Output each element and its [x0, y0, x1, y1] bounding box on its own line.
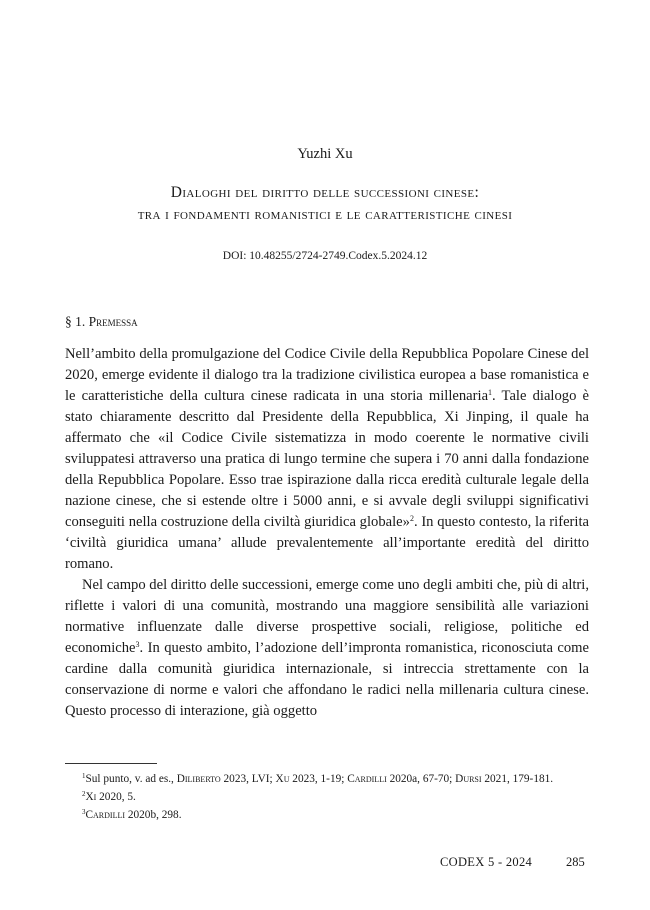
running-footer: CODEX 5 - 2024	[440, 855, 533, 869]
body-text	[65, 344, 589, 722]
footnote-separator	[65, 763, 157, 764]
paragraph-2: Nel campo del diritto delle successioni, emerge come uno degli ambiti che, più di altri, riflette i valori di una comunità, mostrando una maggiore sensibilità alle variazioni normative influenzate dalle diverse prospettive sociali, religiose, politiche ed economiche$^3$. In questo ambito, l’adozione dell’impronta romanistica, riconosciuta come cardine dalla comunità giuridica internazionale, si intreccia strettamente con la conservazione di norme e valori che affondano le radici nella millenaria cultura cinese. Questo processo di interazione, già oggetto	[65, 577, 589, 719]
page-number: 285	[566, 855, 585, 869]
footnote-ref-3[interactable]: 3	[135, 640, 140, 649]
footnote-1: $^1$Sul punto, v. ad es., Diliberto 2023, LVI; Xu 2023, 1-19; Cardilli 2020a, 67-70; Dursi 2021, 179-181.	[82, 772, 554, 785]
footnote-ref-1[interactable]: 1	[488, 388, 493, 397]
footnotes	[65, 770, 589, 824]
article-title-line-1: Dialoghi del diritto delle successioni cinese:	[170, 184, 480, 201]
footnote-2: $^2$Xi 2020, 5.	[82, 790, 136, 803]
footnote-3: $^3$Cardilli 2020b, 298.	[82, 808, 182, 821]
author-name: Yuzhi Xu	[297, 146, 353, 162]
footnote-ref-2[interactable]: 2	[409, 514, 414, 523]
section-title: Premessa	[88, 314, 138, 329]
paragraph-1: Nell’ambito della promulgazione del Codice Civile della Repubblica Popolare Cinese del 2020, emerge evidente il dialogo tra la tradizione civilistica europea a base romanistica e le caratteristiche della cultura cinese radicata in una storia millenaria$^1$. Tale dialogo è stato chiaramente descritto dal Presidente della Repubblica, Xi Jinping, il quale ha affermato che «il Codice Civile sistematizza in modo coerente le normative civili sviluppatesi attraverso una pratica di lungo termine che supera i 70 anni dalla fondazione della Repubblica Popolare. Esso trae ispirazione dalla ricca eredità culturale legale della nazione cinese, che si estende oltre i 5000 anni, e si avvale degli sviluppi significativi conseguiti nella costruzione della civiltà giuridica globale»$^2$. In questo contesto, la riferita ‘civiltà giuridica umana’ allude prevalentemente all’importante eredità del diritto romano.	[65, 346, 589, 572]
article-title-line-2: tra i fondamenti romanistici e le caratteristiche cinesi	[137, 206, 513, 223]
section-number: § 1.	[65, 314, 86, 329]
doi[interactable]: DOI: 10.48255/2724-2749.Codex.5.2024.12	[222, 250, 428, 262]
section-heading	[65, 314, 138, 330]
